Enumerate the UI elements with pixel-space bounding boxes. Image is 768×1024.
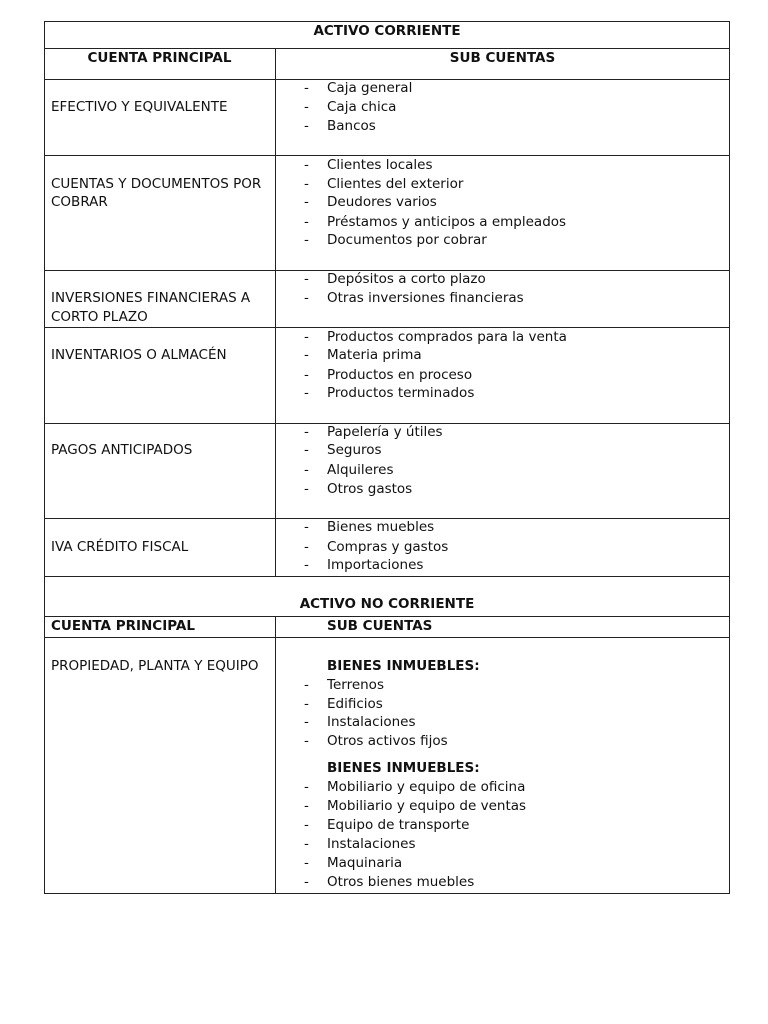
bullet-dash: -: [304, 874, 309, 890]
sub-account-item: Depósitos a corto plazo: [327, 271, 486, 287]
bullet-dash: -: [304, 817, 309, 833]
main-account-label: EFECTIVO Y EQUIVALENTE: [51, 99, 228, 115]
bullet-dash: -: [304, 385, 309, 401]
column-divider: [275, 48, 276, 576]
column-header-sub-cuentas: SUB CUENTAS: [449, 50, 556, 66]
divider: [44, 637, 730, 638]
sub-account-item: Caja chica: [327, 99, 397, 115]
sub-account-group-title: BIENES INMUEBLES:: [327, 760, 480, 776]
bullet-dash: -: [304, 442, 309, 458]
main-account-label: COBRAR: [51, 194, 108, 210]
main-account-label: CUENTAS Y DOCUMENTOS POR: [51, 176, 262, 192]
bullet-dash: -: [304, 157, 309, 173]
sub-account-item: Terrenos: [327, 677, 384, 693]
sub-account-item: Instalaciones: [327, 714, 416, 730]
column-header-cuenta-principal: CUENTA PRINCIPAL: [87, 50, 232, 66]
bullet-dash: -: [304, 80, 309, 96]
sub-account-item: Otras inversiones financieras: [327, 290, 524, 306]
main-account-label: INVENTARIOS O ALMACÉN: [51, 347, 227, 363]
main-account-label: PAGOS ANTICIPADOS: [51, 442, 193, 458]
bullet-dash: -: [304, 367, 309, 383]
sub-account-item: Compras y gastos: [327, 539, 449, 555]
section-title-activo-corriente: ACTIVO CORRIENTE: [313, 23, 461, 39]
sub-account-item: Clientes locales: [327, 157, 433, 173]
sub-account-item: Mobiliario y equipo de oficina: [327, 779, 526, 795]
sub-account-item: Deudores varios: [327, 194, 437, 210]
sub-account-item: Productos en proceso: [327, 367, 473, 383]
column-divider: [275, 616, 276, 894]
sub-account-item: Otros activos fijos: [327, 733, 448, 749]
bullet-dash: -: [304, 232, 309, 248]
bullet-dash: -: [304, 696, 309, 712]
bullet-dash: -: [304, 557, 309, 573]
sub-account-item: Seguros: [327, 442, 382, 458]
bullet-dash: -: [304, 194, 309, 210]
sub-account-item: Productos terminados: [327, 385, 475, 401]
bullet-dash: -: [304, 118, 309, 134]
sub-account-item: Otros gastos: [327, 481, 413, 497]
bullet-dash: -: [304, 836, 309, 852]
bullet-dash: -: [304, 176, 309, 192]
sub-account-item: Equipo de transporte: [327, 817, 470, 833]
column-header-cuenta-principal: CUENTA PRINCIPAL: [51, 618, 195, 634]
sub-account-item: Otros bienes muebles: [327, 874, 475, 890]
bullet-dash: -: [304, 714, 309, 730]
bullet-dash: -: [304, 481, 309, 497]
sub-account-item: Bienes muebles: [327, 519, 435, 535]
sub-account-item: Documentos por cobrar: [327, 232, 487, 248]
sub-account-group-title: BIENES INMUEBLES:: [327, 658, 480, 674]
bullet-dash: -: [304, 329, 309, 345]
sub-account-item: Papelería y útiles: [327, 424, 443, 440]
bullet-dash: -: [304, 424, 309, 440]
main-account-label: CORTO PLAZO: [51, 309, 148, 325]
bullet-dash: -: [304, 519, 309, 535]
main-account-label: PROPIEDAD, PLANTA Y EQUIPO: [51, 658, 259, 674]
divider: [44, 576, 730, 577]
sub-account-item: Bancos: [327, 118, 376, 134]
bullet-dash: -: [304, 539, 309, 555]
bullet-dash: -: [304, 779, 309, 795]
sub-account-item: Importaciones: [327, 557, 424, 573]
sub-account-item: Instalaciones: [327, 836, 416, 852]
sub-account-item: Mobiliario y equipo de ventas: [327, 798, 527, 814]
sub-account-item: Materia prima: [327, 347, 422, 363]
bullet-dash: -: [304, 347, 309, 363]
bullet-dash: -: [304, 462, 309, 478]
sub-account-item: Clientes del exterior: [327, 176, 464, 192]
bullet-dash: -: [304, 677, 309, 693]
sub-account-item: Alquileres: [327, 462, 394, 478]
bullet-dash: -: [304, 99, 309, 115]
bullet-dash: -: [304, 798, 309, 814]
section-title-activo-no-corriente: ACTIVO NO CORRIENTE: [299, 596, 475, 612]
sub-account-item: Productos comprados para la venta: [327, 329, 567, 345]
bullet-dash: -: [304, 855, 309, 871]
bullet-dash: -: [304, 290, 309, 306]
column-header-sub-cuentas: SUB CUENTAS: [327, 618, 433, 634]
main-account-label: IVA CRÉDITO FISCAL: [51, 539, 189, 555]
sub-account-item: Maquinaria: [327, 855, 403, 871]
bullet-dash: -: [304, 733, 309, 749]
sub-account-item: Edificios: [327, 696, 383, 712]
main-account-label: INVERSIONES FINANCIERAS A: [51, 290, 251, 306]
sub-account-item: Caja general: [327, 80, 413, 96]
bullet-dash: -: [304, 271, 309, 287]
sub-account-item: Préstamos y anticipos a empleados: [327, 214, 567, 230]
bullet-dash: -: [304, 214, 309, 230]
